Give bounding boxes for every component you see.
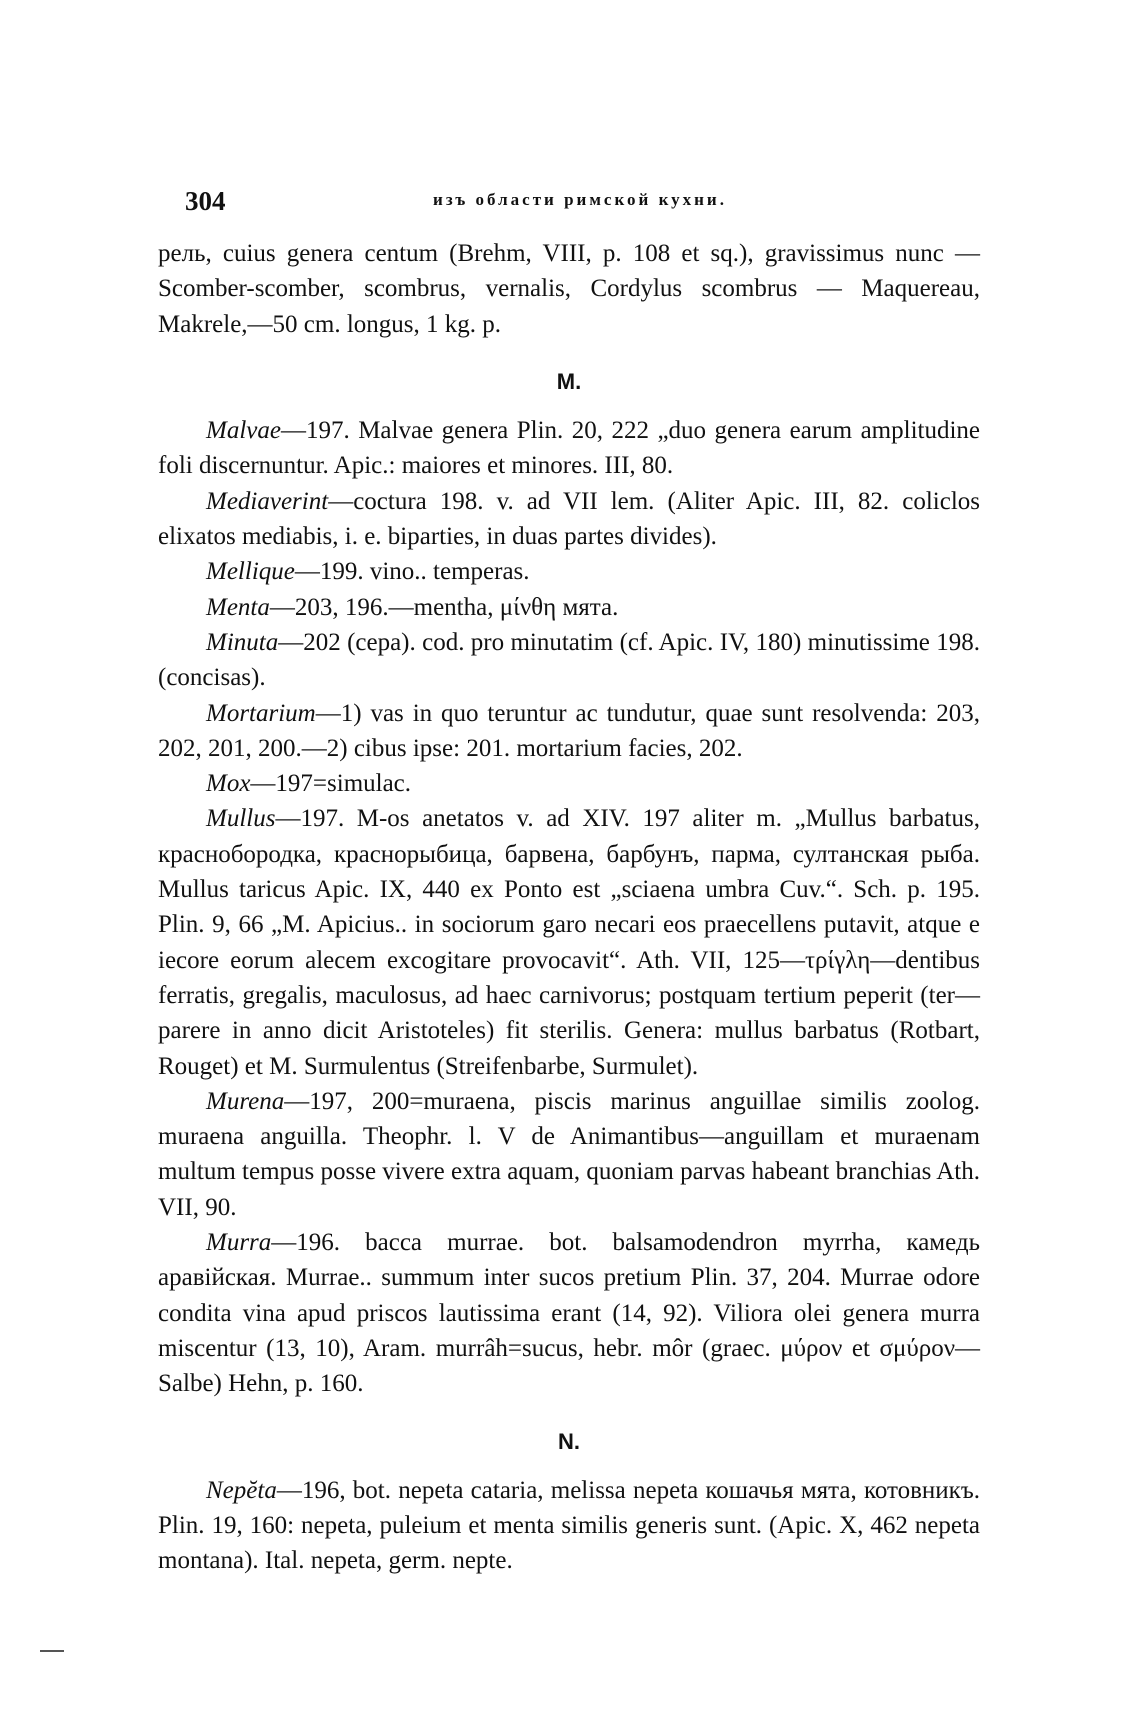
entry-text: —202 (cepa). cod. pro minutatim (cf. Apic. IV, 180) minutissime 198. (concisas). (158, 628, 980, 692)
entry-text: —197. M-os anetatos v. ad XIV. 197 aliter m. „Mullus barbatus, краснобородка, краснорыбица, барвена, барбунъ, парма, султанская рыба. Mullus taricus Apic. IX, 440 ex Ponto est „sciaena umbra Cuv.“. Sch. p. 195. Plin. 9, 66 „M. Apicius.. in sociorum garo necari eos praecellens putavit, atque e iecore eorum alecem excogitare provocavit“. Ath. VII, 125—τρίγλη—dentibus ferratis, gregalis, maculosus, ad haec carnivorus; postquam tertium peperit (ter—parere in anno dicit Aristoteles) fit sterilis. Genera: mullus barbatus (Rotbart, Rouget) et M. Surmulentus (Streifenbarbe, Surmulet). (158, 805, 980, 1080)
margin-mark (40, 1650, 64, 1652)
entry-text: —1) vas in quo teruntur ac tundutur, quae sunt resolvenda: 203, 202, 201, 200.—2) cibus ipse: 201. mortarium facies, 202. (158, 699, 980, 762)
entry (158, 801, 980, 1083)
entry (158, 766, 980, 801)
section-letter-m: M. (556, 368, 582, 394)
entry-headword: Mox (206, 770, 251, 798)
entry (158, 413, 980, 484)
entry-text: —203, 196.—mentha, μίνθη мята. (269, 593, 619, 621)
entry (158, 625, 980, 696)
entry (158, 1225, 980, 1401)
running-title: изъ области римской кухни. (433, 190, 727, 209)
entry-text: —197=simulac. (250, 770, 412, 798)
page-header (185, 186, 975, 226)
entry-headword: Nepĕta (206, 1476, 277, 1504)
entry-headword: Menta (206, 593, 270, 621)
entry-text: —196, bot. nepeta cataria, melissa nepeta кошачья мята, котовникъ. Plin. 19, 160: nepeta, puleium et menta similis generis sunt. (Apic. X, 462 nepeta montana). Ital. nepeta, germ. nepte. (158, 1476, 980, 1575)
intro-paragraph: рель, cuius genera centum (Brehm, VIII, p. 108 et sq.), gravissimus nunc — Scomber-scomber, scombrus, vernalis, Cordylus scombrus — Maquereau, Makrele,—50 cm. longus, 1 kg. p. (158, 240, 980, 338)
entry-text: —197, 200=muraena, piscis marinus anguillae similis zoolog. muraena anguilla. Theophr. l. V de Animantibus—anguillam et muraenam multum tempus posse vivere extra aquam, quoniam parvas habeant branchias Ath. VII, 90. (158, 1087, 980, 1221)
entry-headword: Mellique (206, 558, 295, 586)
entry (158, 484, 980, 555)
section-letter-n: N. (558, 1428, 580, 1454)
entry-headword: Mediaverint (206, 487, 329, 515)
entry-headword: Murra (206, 1229, 272, 1257)
entry (158, 590, 980, 625)
entry (158, 1084, 980, 1225)
entry-headword: Mullus (206, 805, 276, 833)
entry (158, 1473, 980, 1579)
entry-text: —197. Malvae genera Plin. 20, 222 „duo genera earum amplitudine foli discernuntur. Apic.: maiores et minores. III, 80. (158, 417, 980, 480)
entry-text: —196. bacca murrae. bot. balsamodendron myrrha, камедь аравійская. Murrae.. summum inter sucos pretium Plin. 37, 204. Murrae odore condita vina apud priscos lautissima erant (14, 92). Viliora olei genera murra miscentur (13, 10), Aram. murrâh=sucus, hebr. môr (graec. μύρον et σμύρον—Salbe) Hehn, p. 160. (158, 1229, 980, 1398)
entry-text: —coctura 198. v. ad VII lem. (Aliter Apic. III, 82. coliclos elixatos mediabis, i. e. biparties, in duas partes divides). (158, 487, 980, 551)
entry-headword: Malvae (206, 417, 281, 445)
entry-headword: Mortarium (206, 699, 316, 727)
page-number: 304 (185, 186, 226, 216)
entry-headword: Murena (206, 1087, 285, 1115)
entry (158, 554, 980, 589)
entry-headword: Minuta (206, 628, 279, 656)
entry (158, 696, 980, 767)
page-body (158, 236, 980, 1579)
entry-text: —199. vino.. temperas. (294, 558, 530, 586)
